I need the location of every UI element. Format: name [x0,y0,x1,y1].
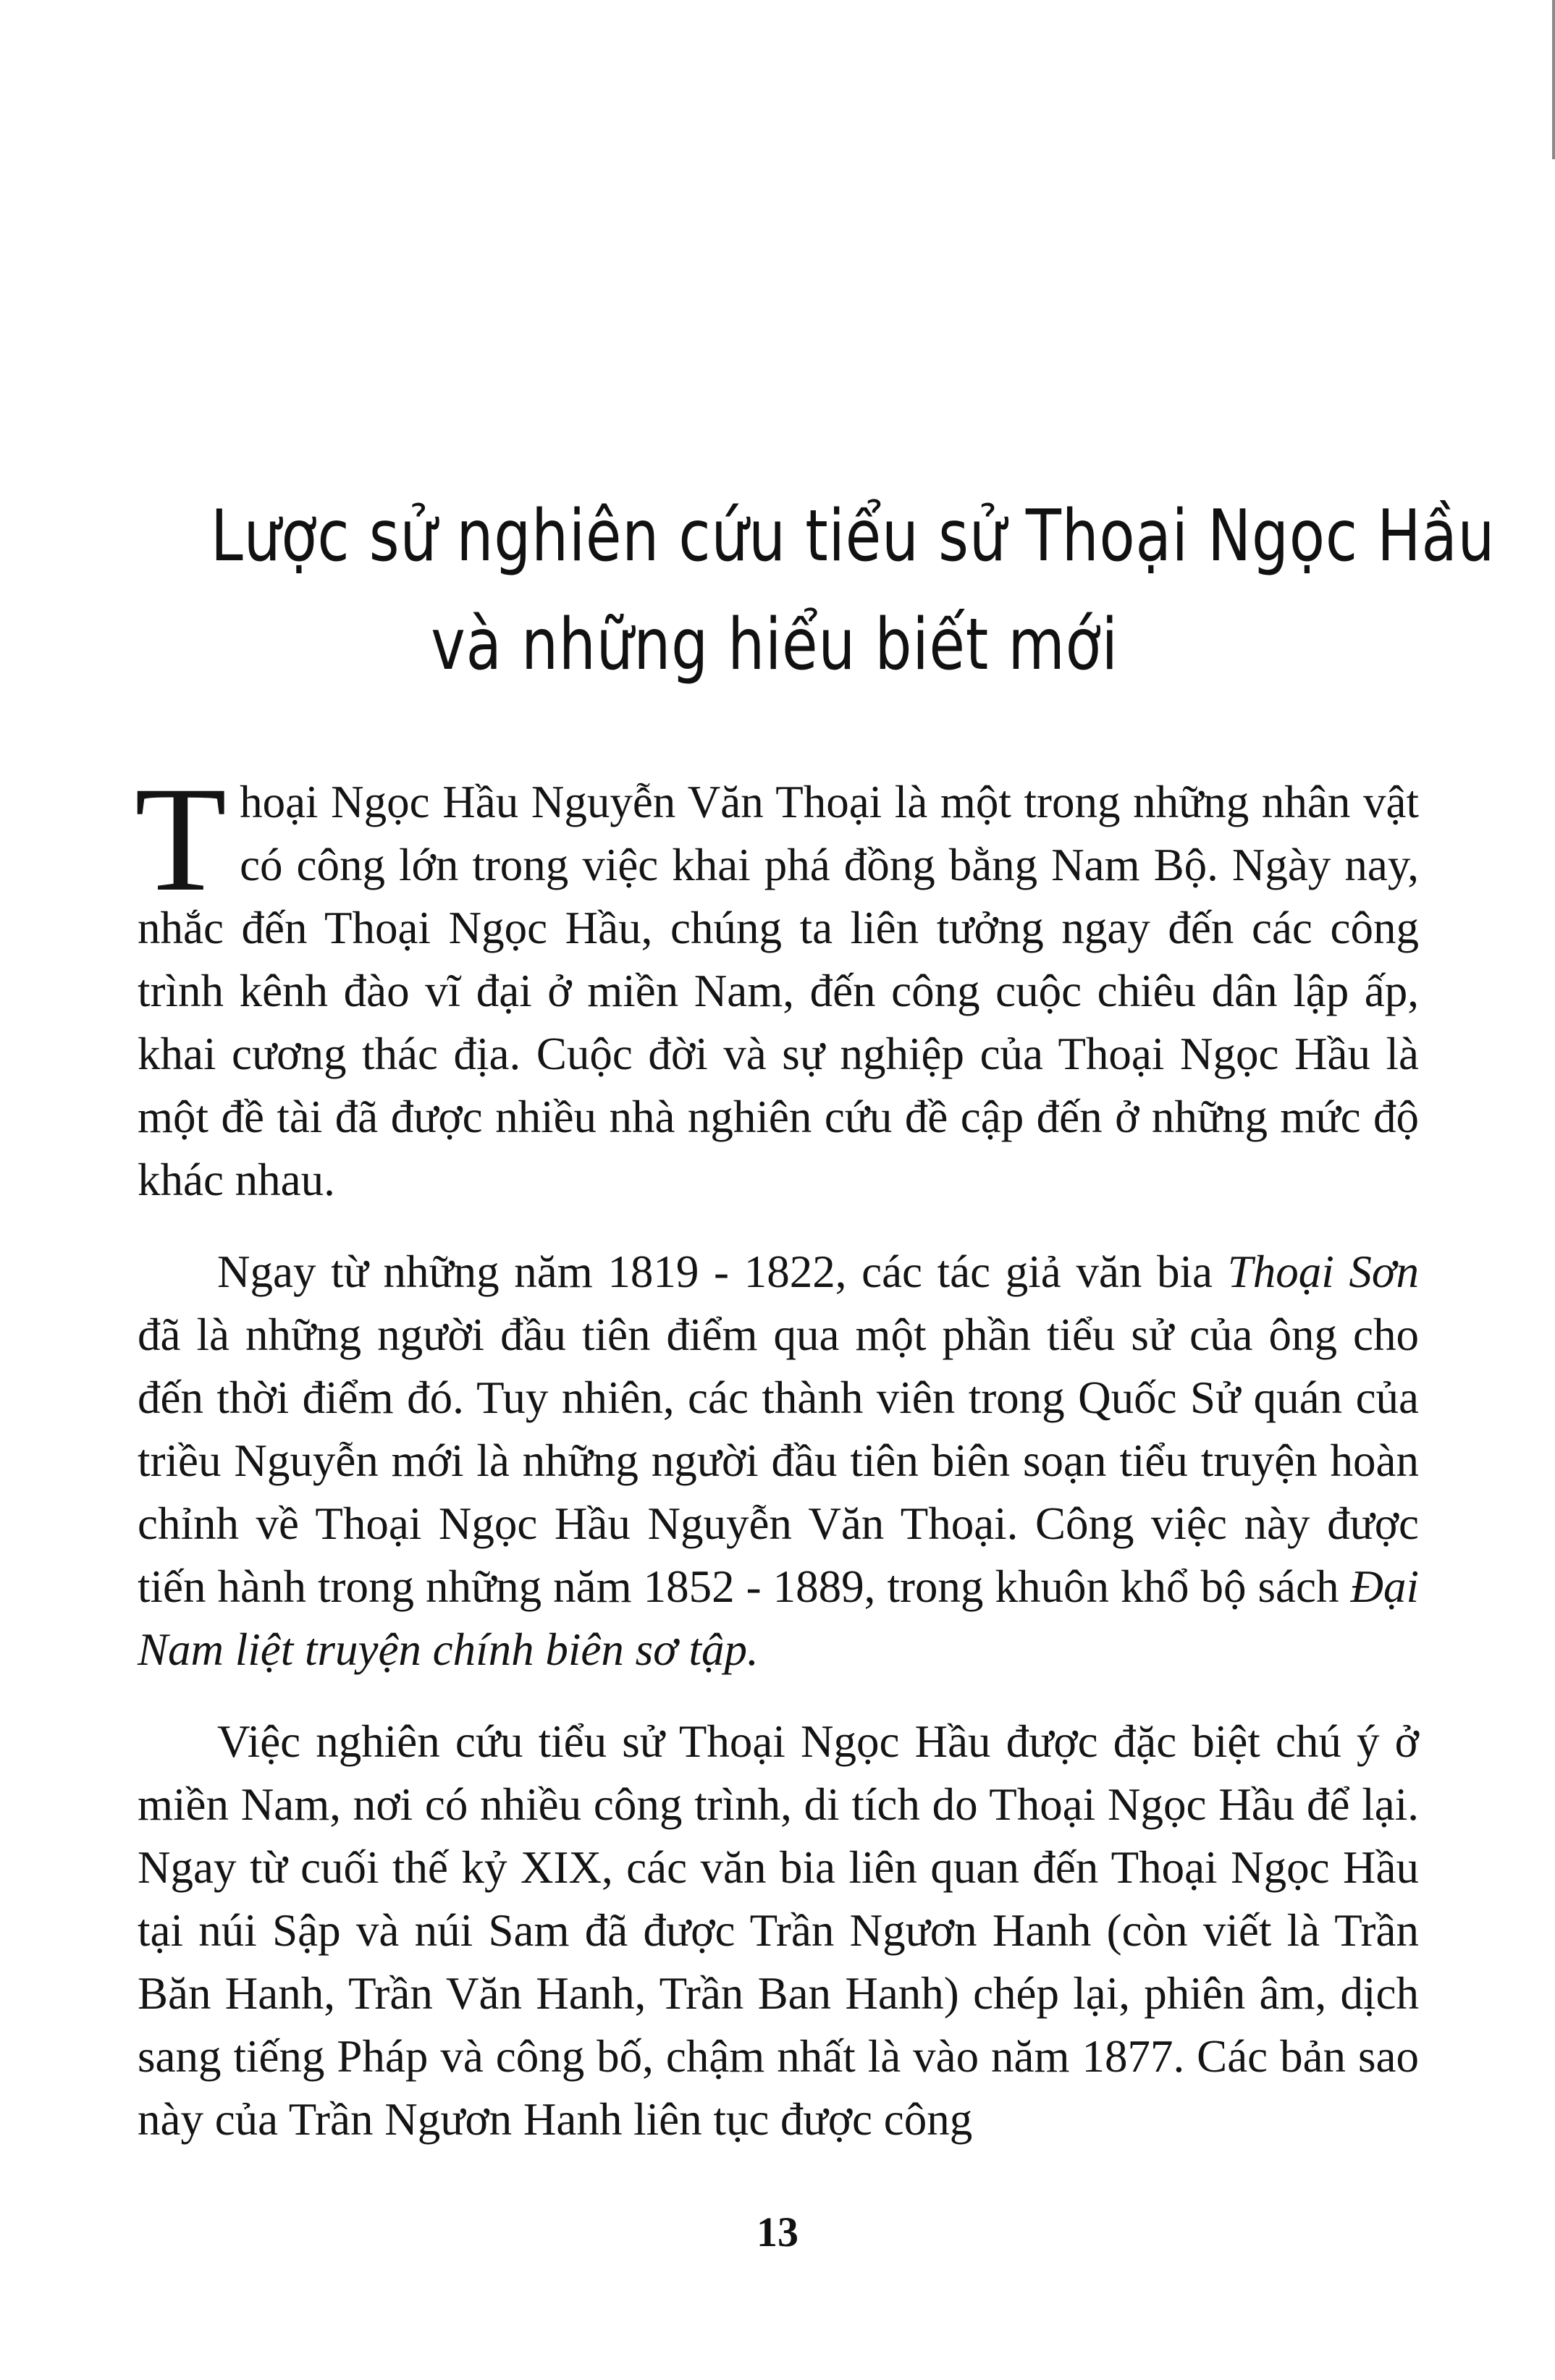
paragraph-2-text-b: đã là những người đầu tiên điểm qua một phần tiểu sử của ông cho đến thời điểm đó. Tuy nhiên, các thành viên trong Quốc Sử quán của triều Nguyễn mới là những người đầu tiên biên soạn tiểu truyện hoàn chỉnh về Thoại Ngọc Hầu Nguyễn Văn Thoại. Công việc này được tiến hành trong những năm 1852 - 1889, trong khuôn khổ bộ sách [138,1309,1419,1612]
body-text [135,756,1419,2180]
paragraph-1 [135,756,1419,1212]
chapter-title [211,482,1496,699]
paragraph-3-text: Việc nghiên cứu tiểu sử Thoại Ngọc Hầu được đặc biệt chú ý ở miền Nam, nơi có nhiều công trình, di tích do Thoại Ngọc Hầu để lại. Ngay từ cuối thế kỷ XIX, các văn bia liên quan đến Thoại Ngọc Hầu tại núi Sập và núi Sam đã được Trần Ngươn Hanh (còn viết là Trần Băn Hanh, Trần Văn Hanh, Trần Ban Hanh) chép lại, phiên âm, dịch sang tiếng Pháp và công bố, chậm nhất là vào năm 1877. Các bản sao này của Trần Ngươn Hanh liên tục được công [138,1716,1419,2145]
drop-cap: T [135,756,227,922]
paragraph-3 [138,1710,1419,2151]
chapter-title-line-2: và những hiểu biết mới [431,603,1118,686]
chapter-title-line-1: Lược sử nghiên cứu tiểu sử Thoại Ngọc Hầu [211,494,1496,578]
page-edge-line [1552,0,1555,159]
paragraph-1-text: hoại Ngọc Hầu Nguyễn Văn Thoại là một trong những nhân vật có công lớn trong việc khai phá đồng bằng Nam Bộ. Ngày nay, nhắc đến Thoại Ngọc Hầu, chúng ta liên tưởng ngay đến các công trình kênh đào vĩ đại ở miền Nam, đến công cuộc chiêu dân lập ấp, khai cương thác địa. Cuộc đời và sự nghiệp của Thoại Ngọc Hầu là một đề tài đã được nhiều nhà nghiên cứu đề cập đến ở những mức độ khác nhau. [138,777,1419,1205]
paragraph-2 [138,1241,1419,1681]
paragraph-2-italic-thoai-son: Thoại Sơn [1227,1246,1419,1297]
paragraph-2-italic-book-title: Đại Nam liệt truyện chính biên sơ tập. [138,1561,1419,1675]
page-number: 13 [757,2208,798,2255]
paragraph-2-text-a: Ngay từ những năm 1819 - 1822, các tác giả văn bia [217,1246,1228,1297]
